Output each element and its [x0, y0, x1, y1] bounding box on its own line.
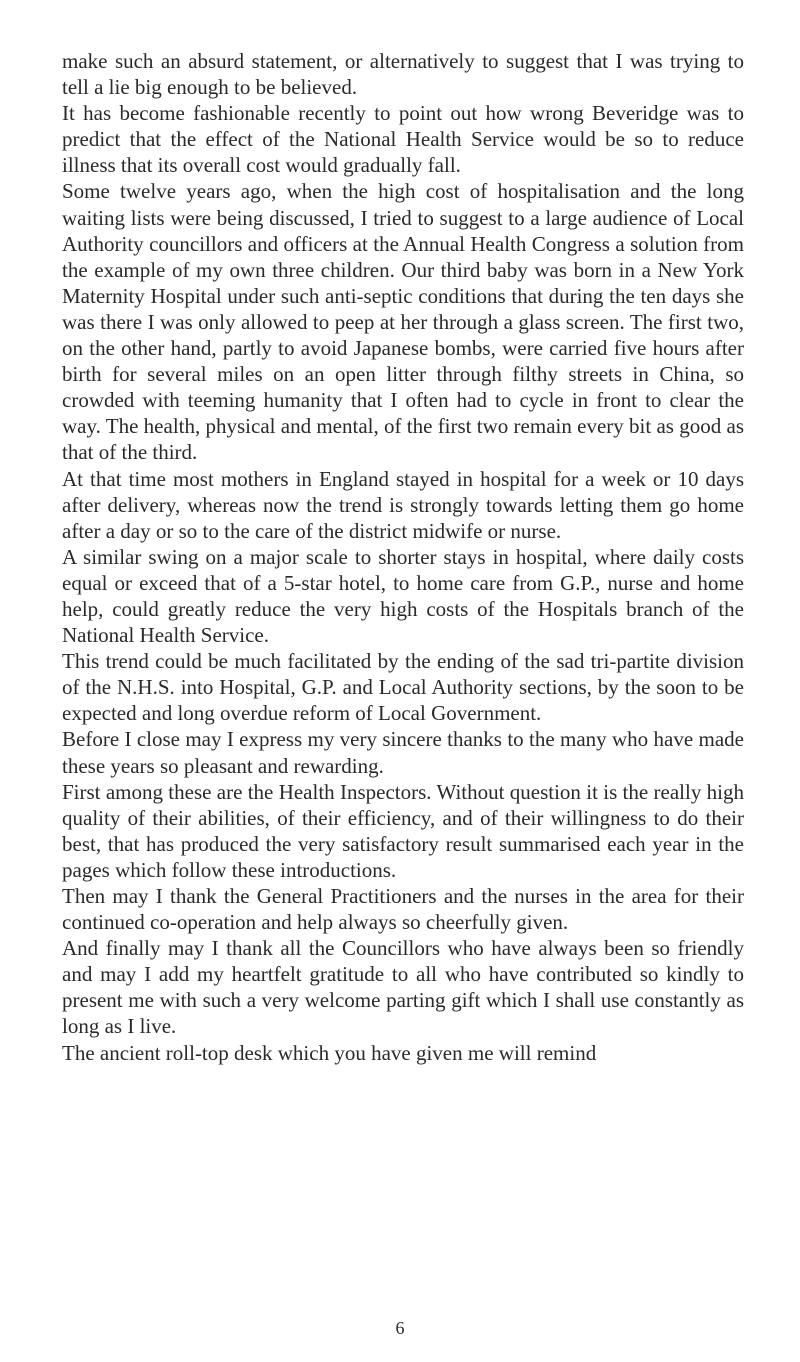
paragraph: Before I close may I express my very sincere thanks to the many who have made these years so pleasant and rewarding.	[62, 727, 744, 778]
paragraph: A similar swing on a major scale to shorter stays in hospital, where daily costs equal or exceed that of a 5-star hotel, to home care from G.P., nurse and home help, could greatly reduce the very high costs of the Hospitals branch of the National Health Service.	[62, 544, 744, 648]
page-number: 6	[395, 1318, 405, 1338]
paragraph: It has become fashionable recently to point out how wrong Beveridge was to predict that the effect of the National Health Service would be so to reduce illness that its overall cost would gradually fall.	[62, 101, 744, 178]
paragraph: And finally may I thank all the Councillors who have always been so friendly and may I add my heartfelt gratitude to all who have contributed so kindly to present me with such a very welcome parting gift which I shall use constantly as long as I live.	[62, 936, 744, 1039]
paragraph: The ancient roll-top desk which you have given me will remind	[62, 1040, 597, 1065]
paragraph: Then may I thank the General Practitioners and the nurses in the area for their continued co-operation and help always so cheerfully given.	[62, 884, 744, 935]
paragraph: This trend could be much facilitated by the ending of the sad tri-partite division of the N.H.S. into Hospital, G.P. and Local Authority sections, by the soon to be expected and long overdue reform of Local Government.	[62, 649, 744, 726]
paragraph: make such an absurd statement, or alternatively to suggest that I was trying to tell a lie big enough to be believed.	[62, 49, 744, 100]
paragraph: At that time most mothers in England stayed in hospital for a week or 10 days after delivery, whereas now the trend is strongly towards letting them go home after a day or so to the care of the district midwife or nurse.	[62, 466, 744, 543]
paragraph: Some twelve years ago, when the high cost of hospitalisation and the long waiting lists were being discussed, I tried to suggest to a large audience of Local Authority councillors and officers at the Annual Health Congress a solution from the example of my own three children. Our third baby was born in a New York Maternity Hospital under such anti-septic conditions that during the ten days she was there I was only allowed to peep at her through a glass screen. The first two, on the other hand, partly to avoid Japanese bombs, were carried five hours after birth for several miles on an open litter through filthy streets in China, so crowded with teeming humanity that I often had to cycle in front to clear the way. The health, physical and mental, of the first two remain every bit as good as that of the third.	[62, 179, 744, 465]
paragraph: First among these are the Health Inspectors. Without question it is the really high quality of their abilities, of their efficiency, and of their willingness to do their best, that has produced the very satisfactory result summarised each year in the pages which follow these introductions.	[62, 779, 744, 882]
document-body	[62, 48, 744, 1066]
